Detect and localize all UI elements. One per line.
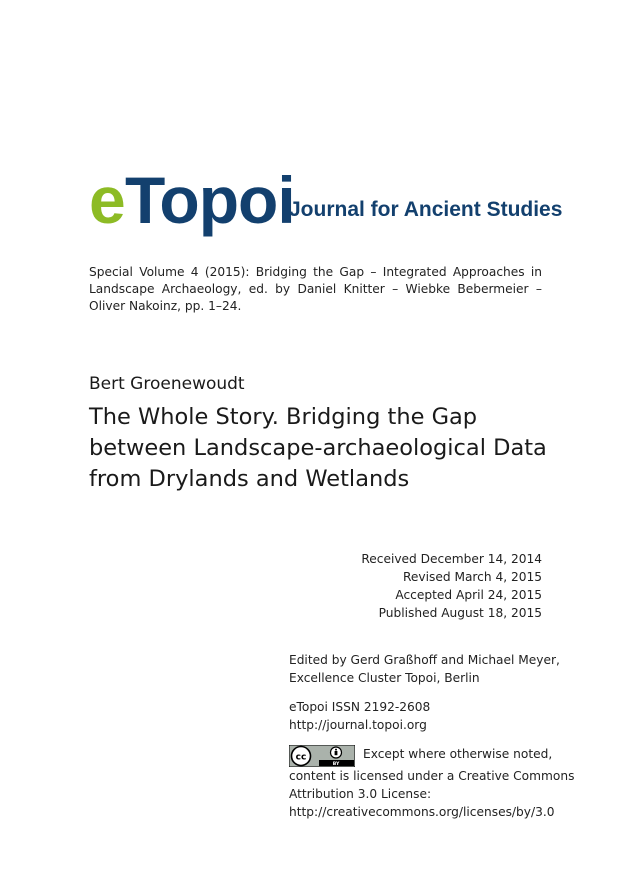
cc-by-badge-icon[interactable] (289, 745, 355, 767)
svg-text:cc: cc (295, 752, 307, 763)
journal-tagline: Journal for Ancient Studies (289, 198, 563, 221)
journal-url[interactable]: http://journal.topoi.org (289, 718, 427, 732)
editors-line: Edited by Gerd Graßhoff and Michael Meyer, (289, 653, 560, 667)
publication-dates (282, 550, 542, 622)
received-date: Received December 14, 2014 (361, 552, 542, 566)
svg-text:BY: BY (332, 762, 340, 767)
editors-affiliation: Excellence Cluster Topoi, Berlin (289, 671, 480, 685)
revised-date: Revised March 4, 2015 (402, 570, 542, 584)
license-line-2: content is licensed under a Creative Commons (289, 769, 575, 783)
logo-e: e (89, 163, 125, 237)
issn-block (289, 698, 549, 734)
editors-block (289, 651, 560, 687)
accepted-date: Accepted April 24, 2015 (395, 588, 542, 602)
author-name: Bert Groenewoudt (89, 374, 245, 394)
logo-topoi: Topoi (125, 163, 295, 237)
license-url[interactable]: http://creativecommons.org/licenses/by/3.0 (289, 805, 555, 819)
license-text-1: Except where otherwise noted, (363, 747, 553, 761)
article-title: The Whole Story. Bridging the Gap between Landscape-archaeological Data from Drylands and Wetlands (89, 404, 547, 492)
etopoi-logo (89, 160, 563, 240)
issn-number: eTopoi ISSN 2192-2608 (289, 700, 431, 714)
license-line-3: Attribution 3.0 License: (289, 787, 432, 801)
published-date: Published August 18, 2015 (378, 606, 542, 620)
license-block (289, 745, 575, 821)
license-line-1 (289, 745, 553, 767)
special-volume-citation: Special Volume 4 (2015): Bridging the Gap – Integrated Approaches in Landscape Archaeology, ed. by Daniel Knitter – Wiebke Bebermeier – Oliver Nakoinz, pp. 1–24. (89, 265, 542, 313)
